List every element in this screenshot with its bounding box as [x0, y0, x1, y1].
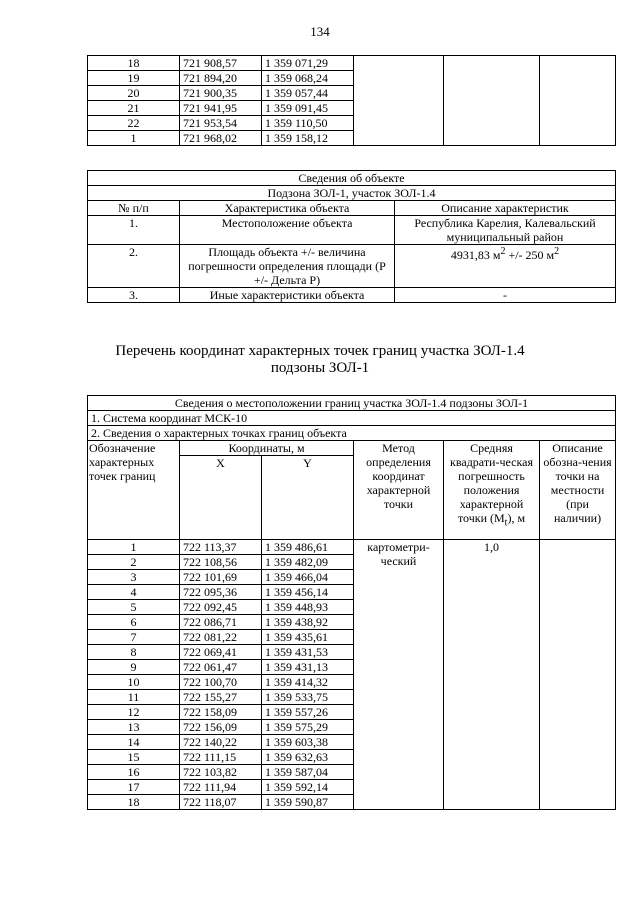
- points-title: 2. Сведения о характерных точках границ объекта: [88, 426, 616, 441]
- point-number: 1: [88, 131, 180, 146]
- point-number: 1: [88, 540, 180, 555]
- point-y: 1 359 158,12: [262, 131, 354, 146]
- table-row: [88, 56, 616, 71]
- coordinate-system: 1. Система координат МСК-10: [88, 411, 616, 426]
- point-number: 17: [88, 780, 180, 795]
- point-y: 1 359 091,45: [262, 101, 354, 116]
- y-header: Y: [262, 456, 354, 540]
- point-y: 1 359 448,93: [262, 600, 354, 615]
- error-cell: [444, 56, 540, 146]
- point-y: 1 359 057,44: [262, 86, 354, 101]
- point-y: 1 359 438,92: [262, 615, 354, 630]
- point-number: 6: [88, 615, 180, 630]
- point-x: 722 111,94: [180, 780, 262, 795]
- description-cell: [540, 56, 616, 146]
- row-desc: -: [395, 288, 616, 303]
- row-num: 3.: [88, 288, 180, 303]
- point-x: 722 158,09: [180, 705, 262, 720]
- point-number: 18: [88, 795, 180, 810]
- page-number: 134: [310, 24, 330, 39]
- method-header: Метод определения координат характерной точки: [354, 441, 444, 540]
- point-y: 1 359 592,14: [262, 780, 354, 795]
- description-header: Описание обозна-чения точки на местности (при наличии): [540, 441, 616, 540]
- col-char-header: Характеристика объекта: [180, 201, 395, 216]
- point-x: 722 095,36: [180, 585, 262, 600]
- row-desc: Республика Карелия, Калевальский муниципальный район: [395, 216, 616, 245]
- location-title: Сведения о местоположении границ участка ЗОЛ-1.4 подзоны ЗОЛ-1: [88, 396, 616, 411]
- point-x: 722 061,47: [180, 660, 262, 675]
- row-num: 2.: [88, 245, 180, 288]
- error-cell: 1,0: [444, 540, 540, 810]
- heading-line-2: подзоны ЗОЛ-1: [270, 360, 370, 376]
- point-x: 722 113,37: [180, 540, 262, 555]
- point-y: 1 359 435,61: [262, 630, 354, 645]
- point-number: 12: [88, 705, 180, 720]
- table-row: [88, 540, 616, 555]
- point-x: 722 103,82: [180, 765, 262, 780]
- method-cell: картометри-ческий: [354, 540, 444, 810]
- point-number: 19: [88, 71, 180, 86]
- point-number: 22: [88, 116, 180, 131]
- point-number: 8: [88, 645, 180, 660]
- point-x: 721 894,20: [180, 71, 262, 86]
- point-x: 722 069,41: [180, 645, 262, 660]
- point-number: 11: [88, 690, 180, 705]
- point-y: 1 359 482,09: [262, 555, 354, 570]
- row-char: Площадь объекта +/- величина погрешности определения площади (P +/- Дельта P): [180, 245, 395, 288]
- designation-header: Обозначение характерных точек границ: [88, 441, 180, 540]
- object-info-title: Сведения об объекте: [88, 171, 616, 186]
- point-y: 1 359 590,87: [262, 795, 354, 810]
- point-number: 4: [88, 585, 180, 600]
- row-desc: [395, 245, 616, 288]
- method-cell: [354, 56, 444, 146]
- point-y: 1 359 431,13: [262, 660, 354, 675]
- point-number: 9: [88, 660, 180, 675]
- point-x: 721 900,35: [180, 86, 262, 101]
- point-number: 18: [88, 56, 180, 71]
- point-number: 3: [88, 570, 180, 585]
- point-y: 1 359 575,29: [262, 720, 354, 735]
- point-number: 15: [88, 750, 180, 765]
- heading-line-1: Перечень координат характерных точек границ участка ЗОЛ-1.4: [115, 343, 525, 359]
- point-x: 722 101,69: [180, 570, 262, 585]
- coords-header: Координаты, м: [180, 441, 354, 456]
- col-num-header: № п/п: [88, 201, 180, 216]
- point-y: 1 359 110,50: [262, 116, 354, 131]
- row-char: Местоположение объекта: [180, 216, 395, 245]
- object-info-table: [87, 170, 616, 303]
- point-x: 722 118,07: [180, 795, 262, 810]
- point-x: 721 968,02: [180, 131, 262, 146]
- point-number: 7: [88, 630, 180, 645]
- point-y: 1 359 533,75: [262, 690, 354, 705]
- point-y: 1 359 071,29: [262, 56, 354, 71]
- point-x: 722 100,70: [180, 675, 262, 690]
- point-x: 722 081,22: [180, 630, 262, 645]
- section-heading: [0, 343, 640, 377]
- point-x: 721 941,95: [180, 101, 262, 116]
- error-header-text: Средняя квадрати-ческая погрешность положения характерной точки (M: [450, 441, 533, 525]
- point-number: 5: [88, 600, 180, 615]
- area-error-unit-sup: 2: [554, 246, 560, 257]
- point-y: 1 359 632,63: [262, 750, 354, 765]
- point-number: 14: [88, 735, 180, 750]
- point-x: 722 108,56: [180, 555, 262, 570]
- point-x: 721 908,57: [180, 56, 262, 71]
- point-x: 722 156,09: [180, 720, 262, 735]
- point-number: 13: [88, 720, 180, 735]
- object-info-subtitle: Подзона ЗОЛ-1, участок ЗОЛ-1.4: [88, 186, 616, 201]
- point-y: 1 359 068,24: [262, 71, 354, 86]
- point-y: 1 359 414,32: [262, 675, 354, 690]
- row-char: Иные характеристики объекта: [180, 288, 395, 303]
- error-header-end: ), м: [507, 511, 526, 525]
- description-cell: [540, 540, 616, 810]
- point-y: 1 359 466,04: [262, 570, 354, 585]
- point-number: 16: [88, 765, 180, 780]
- point-x: 721 953,54: [180, 116, 262, 131]
- point-x: 722 086,71: [180, 615, 262, 630]
- error-header-sub: t: [504, 517, 508, 529]
- point-x: 722 111,15: [180, 750, 262, 765]
- point-number: 21: [88, 101, 180, 116]
- point-number: 20: [88, 86, 180, 101]
- point-y: 1 359 587,04: [262, 765, 354, 780]
- point-y: 1 359 431,53: [262, 645, 354, 660]
- col-desc-header: Описание характеристик: [395, 201, 616, 216]
- coordinates-continuation-table: [87, 55, 616, 146]
- point-number: 10: [88, 675, 180, 690]
- area-error: +/- 250 м: [505, 248, 555, 262]
- location-table: [87, 395, 616, 810]
- point-y: 1 359 486,61: [262, 540, 354, 555]
- error-header: [444, 441, 540, 540]
- point-number: 2: [88, 555, 180, 570]
- point-y: 1 359 456,14: [262, 585, 354, 600]
- point-y: 1 359 557,26: [262, 705, 354, 720]
- x-header: X: [180, 456, 262, 540]
- point-x: 722 140,22: [180, 735, 262, 750]
- area-unit-sup: 2: [500, 246, 506, 257]
- area-value: 4931,83 м: [450, 248, 501, 262]
- point-y: 1 359 603,38: [262, 735, 354, 750]
- point-x: 722 155,27: [180, 690, 262, 705]
- row-num: 1.: [88, 216, 180, 245]
- point-x: 722 092,45: [180, 600, 262, 615]
